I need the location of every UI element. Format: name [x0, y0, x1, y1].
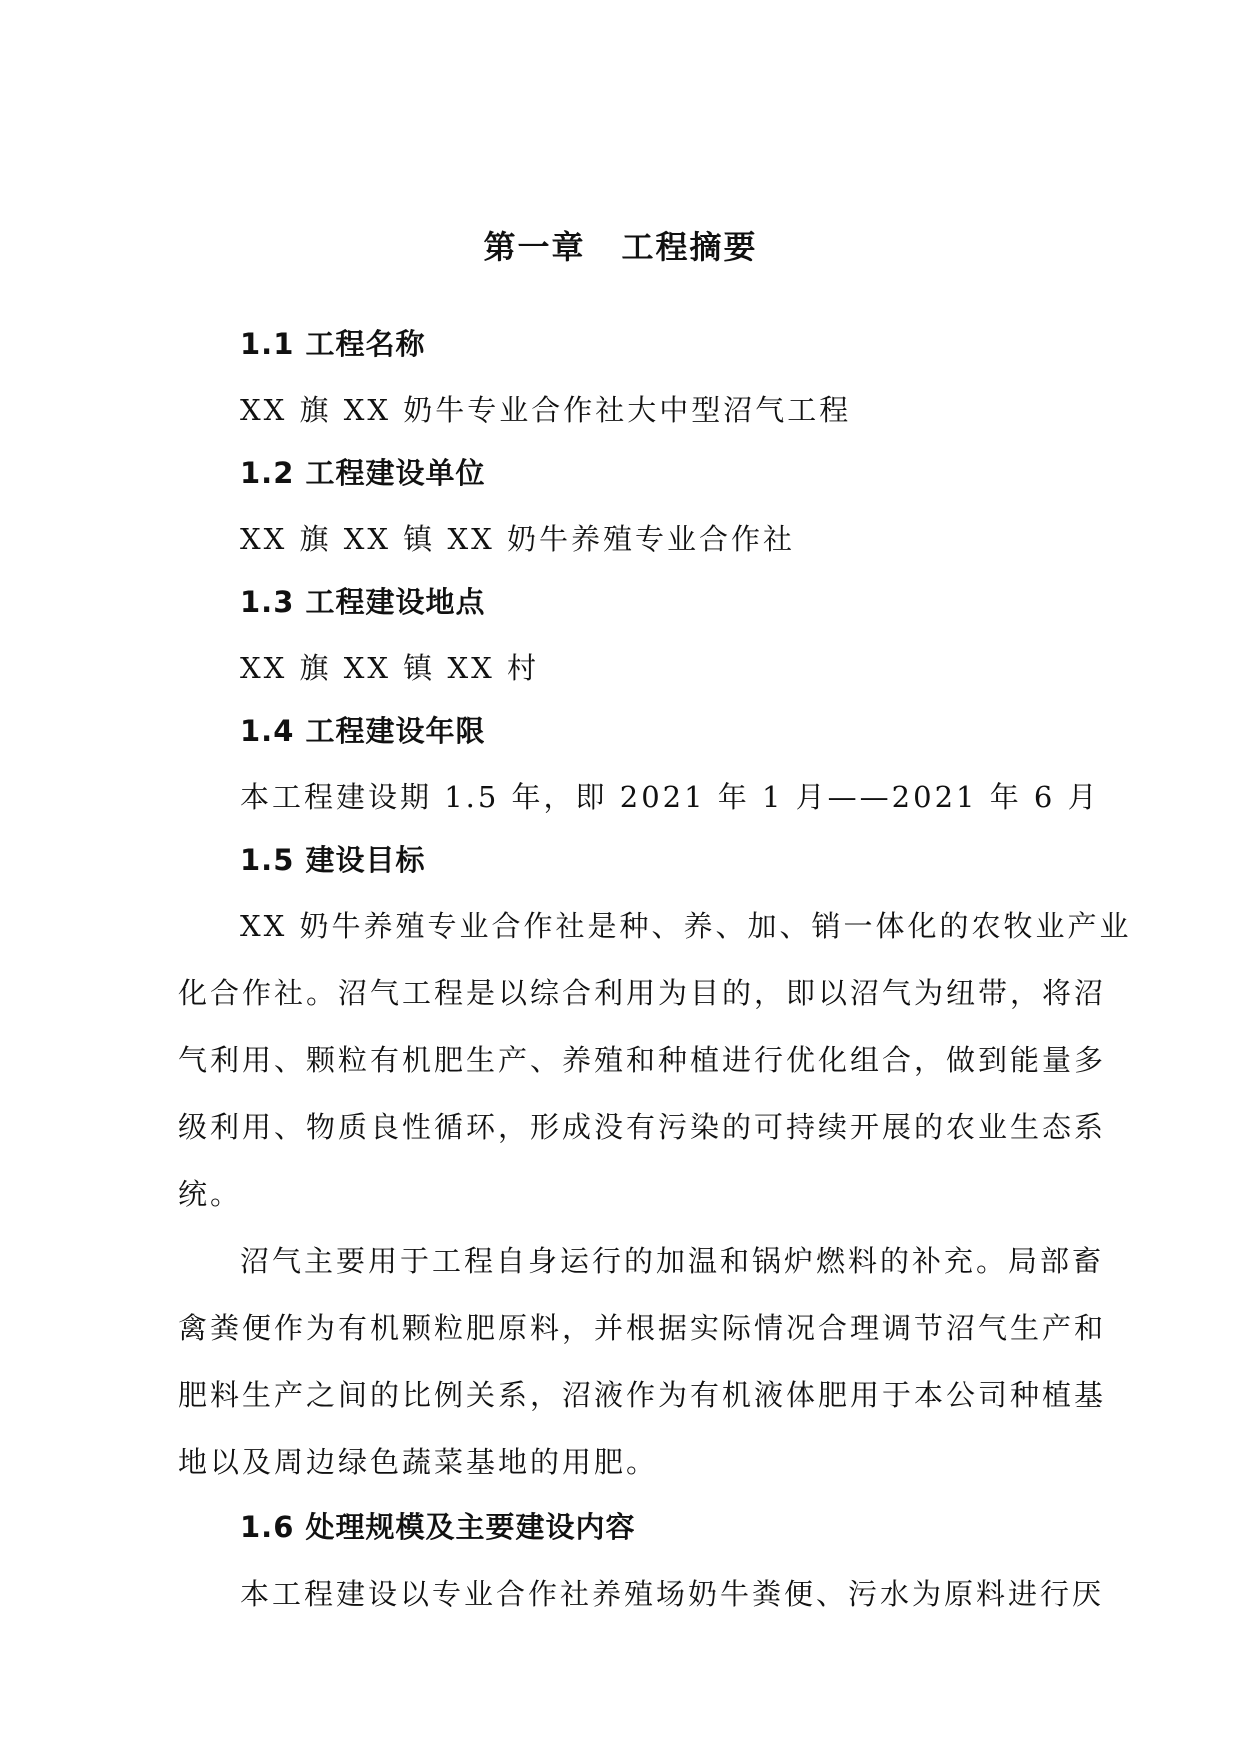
- paragraph-line: 沼气主要用于工程自身运行的加温和锅炉燃料的补充。局部畜: [240, 1244, 1105, 1278]
- section-heading-1-5: 1.5 建设目标: [240, 843, 426, 877]
- section-heading-1-6: 1.6 处理规模及主要建设内容: [240, 1510, 636, 1544]
- chapter-label: 第一章: [483, 228, 586, 266]
- chapter-title: [0, 222, 1241, 268]
- paragraph-line: XX 奶牛养殖专业合作社是种、养、加、销一体化的农牧业产业: [240, 909, 1132, 943]
- paragraph-line: 禽粪便作为有机颗粒肥原料，并根据实际情况合理调节沼气生产和: [178, 1311, 1107, 1345]
- section-text-1-3: XX 旗 XX 镇 XX 村: [240, 651, 539, 685]
- paragraph-line: 级利用、物质良性循环，形成没有污染的可持续开展的农业生态系: [178, 1110, 1107, 1144]
- paragraph-line: 本工程建设以专业合作社养殖场奶牛粪便、污水为原料进行厌: [240, 1577, 1105, 1611]
- section-heading-1-1: 1.1 工程名称: [240, 327, 426, 361]
- paragraph-line: 化合作社。沼气工程是以综合利用为目的，即以沼气为纽带，将沼: [178, 976, 1107, 1010]
- section-text-1-4: 本工程建设期 1.5 年，即 2021 年 1 月——2021 年 6 月: [240, 780, 1100, 814]
- paragraph-line: 肥料生产之间的比例关系，沼液作为有机液体肥用于本公司种植基: [178, 1378, 1107, 1412]
- chapter-name: 工程摘要: [621, 228, 758, 266]
- section-text-1-1: XX 旗 XX 奶牛专业合作社大中型沼气工程: [240, 393, 852, 427]
- paragraph-line: 气利用、颗粒有机肥生产、养殖和种植进行优化组合，做到能量多: [178, 1043, 1107, 1077]
- section-heading-1-2: 1.2 工程建设单位: [240, 456, 486, 490]
- section-heading-1-4: 1.4 工程建设年限: [240, 714, 486, 748]
- section-text-1-2: XX 旗 XX 镇 XX 奶牛养殖专业合作社: [240, 522, 795, 556]
- paragraph-line: 统。: [178, 1177, 243, 1211]
- paragraph-line: 地以及周边绿色蔬菜基地的用肥。: [178, 1445, 659, 1479]
- section-heading-1-3: 1.3 工程建设地点: [240, 585, 486, 619]
